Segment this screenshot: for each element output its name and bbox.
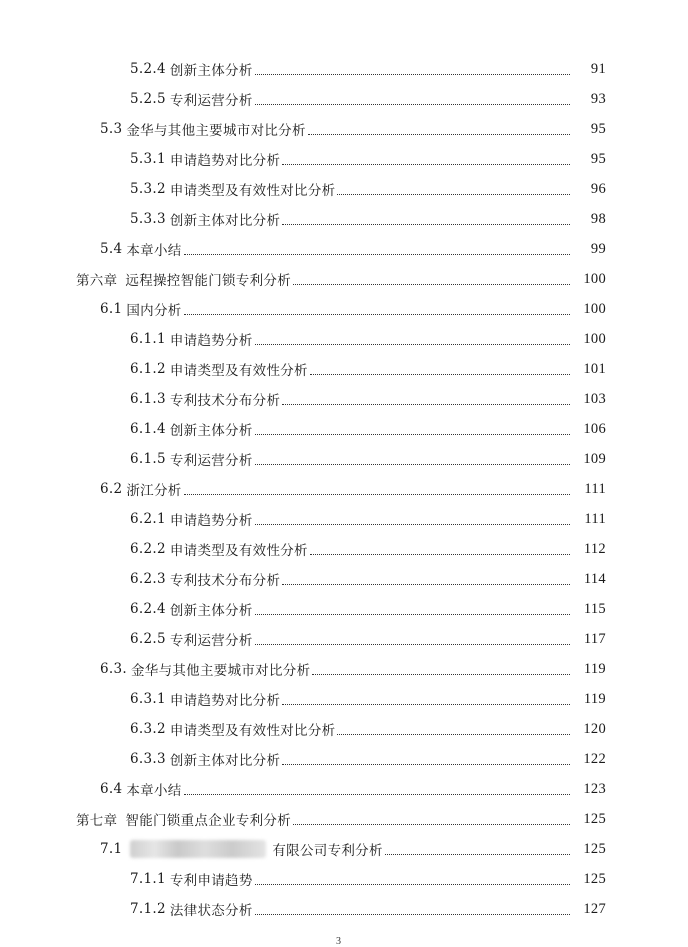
toc-entry-text: 申请趋势对比分析 <box>169 693 281 709</box>
toc-entry-text: 专利运营分析 <box>169 93 253 109</box>
toc-entry-title <box>130 749 280 769</box>
dot-leader <box>255 73 570 75</box>
toc-entry-title <box>130 449 253 469</box>
toc-entry-title <box>130 149 280 169</box>
toc-entry-number: 5.3.1 <box>130 151 166 167</box>
toc-page-number: 114 <box>583 570 606 587</box>
toc-section-entry[interactable] <box>0 294 688 324</box>
toc-chapter-entry[interactable] <box>0 804 688 834</box>
dot-leader <box>255 433 570 435</box>
toc-entry-number: 6.3.3 <box>130 751 166 767</box>
toc-subsection-entry[interactable] <box>0 204 688 234</box>
toc-entry-text: 本章小结 <box>126 243 182 259</box>
dot-leader <box>184 253 570 255</box>
toc-entry-title <box>100 479 182 499</box>
toc-page-number: 100 <box>583 300 606 317</box>
toc-entry-title <box>130 719 335 739</box>
toc-entry-number: 5.2.4 <box>130 61 166 77</box>
toc-subsection-entry[interactable] <box>0 714 688 744</box>
dot-leader <box>293 283 570 285</box>
toc-page-number: 98 <box>590 210 606 227</box>
toc-entry-title <box>130 689 280 709</box>
page-number: 3 <box>336 936 341 947</box>
toc-entry-title <box>100 239 182 259</box>
dot-leader <box>385 853 570 855</box>
toc-page-number: 99 <box>590 240 606 257</box>
toc-entry-number: 6.1.3 <box>130 391 166 407</box>
toc-subsection-entry[interactable] <box>0 354 688 384</box>
toc-page-number: 100 <box>583 330 606 347</box>
toc-subsection-entry[interactable] <box>0 324 688 354</box>
toc-entry-text: 创新主体对比分析 <box>169 753 281 769</box>
toc-section-entry[interactable] <box>0 474 688 504</box>
dot-leader <box>255 613 570 615</box>
toc-entry-number: 6.2.1 <box>130 511 166 527</box>
toc-entry-text: 创新主体分析 <box>169 63 253 79</box>
toc-entry-title <box>130 569 280 589</box>
toc-subsection-entry[interactable] <box>0 864 688 894</box>
toc-entry-number: 6.4 <box>100 781 123 797</box>
toc-entry-text: 国内分析 <box>126 303 182 319</box>
toc-entry-number: 5.3 <box>100 121 123 137</box>
toc-entry-number: 6.3.2 <box>130 721 166 737</box>
toc-page-number: 119 <box>583 660 606 677</box>
toc-entry-number: 6.1.4 <box>130 421 166 437</box>
toc-entry-title <box>130 869 253 889</box>
toc-page-number: 111 <box>584 480 606 497</box>
toc-page-number: 119 <box>583 690 606 707</box>
toc-entry-text: 金华与其他主要城市对比分析 <box>130 663 311 679</box>
dot-leader <box>337 733 570 735</box>
toc-entry-number: 6.1.5 <box>130 451 166 467</box>
toc-subsection-entry[interactable] <box>0 504 688 534</box>
toc-subsection-entry[interactable] <box>0 624 688 654</box>
toc-subsection-entry[interactable] <box>0 744 688 774</box>
toc-entry-number: 第六章 <box>76 273 118 289</box>
toc-entry-text: 浙江分析 <box>126 483 182 499</box>
toc-page-number: 106 <box>583 420 606 437</box>
toc-entry-number: 6.2.3 <box>130 571 166 587</box>
toc-entry-text: 专利运营分析 <box>169 633 253 649</box>
toc-page-number: 96 <box>590 180 606 197</box>
toc-entry-title <box>130 359 308 379</box>
toc-subsection-entry[interactable] <box>0 84 688 114</box>
toc-entry-title <box>130 599 253 619</box>
dot-leader <box>310 553 570 555</box>
dot-leader <box>282 763 570 765</box>
toc-entry-number: 6.2.2 <box>130 541 166 557</box>
toc-entry-title <box>130 629 253 649</box>
dot-leader <box>255 883 570 885</box>
toc-entry-title <box>76 809 291 829</box>
toc-page-number: 127 <box>583 900 606 917</box>
toc-page-number: 95 <box>590 150 606 167</box>
toc-page-number: 117 <box>583 630 606 647</box>
dot-leader <box>337 193 570 195</box>
toc-page-number: 112 <box>583 540 606 557</box>
dot-leader <box>184 493 570 495</box>
toc-entry-title <box>100 779 182 799</box>
toc-section-entry[interactable] <box>0 774 688 804</box>
toc-subsection-entry[interactable] <box>0 684 688 714</box>
toc-entry-title <box>130 89 253 109</box>
toc-entry-text: 法律状态分析 <box>169 903 253 919</box>
toc-page-number: 125 <box>583 870 606 887</box>
dot-leader <box>282 403 570 405</box>
toc-entry-number: 6.1 <box>100 301 123 317</box>
toc-entry-text: 申请类型及有效性分析 <box>169 363 308 379</box>
table-of-contents <box>0 54 688 924</box>
dot-leader <box>255 643 570 645</box>
toc-section-entry[interactable] <box>0 834 688 864</box>
dot-leader <box>255 523 570 525</box>
toc-entry-number: 7.1.2 <box>130 901 166 917</box>
toc-entry-title <box>100 659 310 679</box>
toc-entry-number: 第七章 <box>76 813 118 829</box>
toc-entry-number: 5.4 <box>100 241 123 257</box>
dot-leader <box>310 373 570 375</box>
toc-page-number: 111 <box>584 510 606 527</box>
toc-entry-number: 6.3.1 <box>130 691 166 707</box>
dot-leader <box>293 823 570 825</box>
dot-leader <box>308 133 570 135</box>
toc-page-number: 93 <box>590 90 606 107</box>
toc-page-number: 123 <box>583 780 606 797</box>
toc-entry-number: 7.1.1 <box>130 871 166 887</box>
toc-entry-text: 专利申请趋势 <box>169 873 253 889</box>
toc-page-number: 125 <box>583 810 606 827</box>
toc-page-number: 115 <box>583 600 606 617</box>
toc-entry-text: 专利运营分析 <box>169 453 253 469</box>
toc-entry-title <box>100 299 182 319</box>
toc-entry-text: 创新主体分析 <box>169 603 253 619</box>
dot-leader <box>282 163 570 165</box>
dot-leader <box>255 343 570 345</box>
dot-leader <box>282 583 570 585</box>
toc-subsection-entry[interactable] <box>0 144 688 174</box>
toc-page-number: 91 <box>590 60 606 77</box>
toc-entry-title <box>130 59 253 79</box>
toc-section-entry[interactable] <box>0 234 688 264</box>
dot-leader <box>282 223 570 225</box>
toc-page-number: 101 <box>583 360 606 377</box>
dot-leader <box>184 313 570 315</box>
toc-page-number: 109 <box>583 450 606 467</box>
toc-entry-text: 申请趋势分析 <box>169 513 253 529</box>
dot-leader <box>312 673 570 675</box>
toc-subsection-entry[interactable] <box>0 174 688 204</box>
toc-entry-number: 6.2 <box>100 481 123 497</box>
toc-entry-number: 6.2.5 <box>130 631 166 647</box>
toc-entry-title <box>130 509 253 529</box>
toc-entry-text: 创新主体分析 <box>169 423 253 439</box>
toc-entry-text: 金华与其他主要城市对比分析 <box>126 123 306 139</box>
dot-leader <box>255 463 570 465</box>
toc-entry-text: 本章小结 <box>126 783 182 799</box>
toc-entry-number: 5.3.3 <box>130 211 166 227</box>
toc-subsection-entry[interactable] <box>0 894 688 924</box>
toc-entry-title <box>130 179 335 199</box>
dot-leader <box>255 913 570 915</box>
toc-entry-title <box>130 329 253 349</box>
toc-entry-text: 申请类型及有效性对比分析 <box>169 723 336 739</box>
toc-subsection-entry[interactable] <box>0 54 688 84</box>
toc-entry-title <box>130 389 280 409</box>
toc-entry-number: 5.3.2 <box>130 181 166 197</box>
toc-page-number: 122 <box>583 750 606 767</box>
toc-entry-title <box>100 119 306 139</box>
toc-entry-text: 申请类型及有效性分析 <box>169 543 308 559</box>
toc-entry-title <box>76 269 291 289</box>
toc-entry-number: 6.1.2 <box>130 361 166 377</box>
toc-entry-title <box>130 539 308 559</box>
dot-leader <box>255 103 570 105</box>
toc-entry-text: 申请趋势分析 <box>169 333 253 349</box>
toc-entry-text: 创新主体对比分析 <box>169 213 281 229</box>
toc-entry-text: 专利技术分布分析 <box>169 573 281 589</box>
toc-subsection-entry[interactable] <box>0 384 688 414</box>
toc-entry-number: 6.2.4 <box>130 601 166 617</box>
toc-entry-title <box>130 899 253 919</box>
toc-subsection-entry[interactable] <box>0 414 688 444</box>
toc-entry-title <box>130 419 253 439</box>
toc-entry-text: 有限公司专利分析 <box>272 843 383 859</box>
toc-entry-number: 6.1.1 <box>130 331 166 347</box>
toc-entry-number: 7.1 <box>100 841 123 857</box>
toc-entry-text: 专利技术分布分析 <box>169 393 281 409</box>
toc-subsection-entry[interactable] <box>0 444 688 474</box>
toc-entry-text: 智能门锁重点企业专利分析 <box>125 813 292 829</box>
toc-entry-text: 申请趋势对比分析 <box>169 153 281 169</box>
toc-chapter-entry[interactable] <box>0 264 688 294</box>
toc-page-number: 100 <box>583 270 606 287</box>
toc-entry-text: 申请类型及有效性对比分析 <box>169 183 336 199</box>
toc-subsection-entry[interactable] <box>0 534 688 564</box>
toc-entry-number: 6.3. <box>100 661 127 677</box>
toc-entry-title <box>130 209 280 229</box>
toc-section-entry[interactable] <box>0 654 688 684</box>
toc-page-number: 103 <box>583 390 606 407</box>
toc-subsection-entry[interactable] <box>0 564 688 594</box>
toc-section-entry[interactable] <box>0 114 688 144</box>
toc-entry-number: 5.2.5 <box>130 91 166 107</box>
toc-page-number: 125 <box>583 840 606 857</box>
dot-leader <box>282 703 570 705</box>
toc-entry-title <box>100 839 383 859</box>
toc-subsection-entry[interactable] <box>0 594 688 624</box>
toc-entry-text: 远程操控智能门锁专利分析 <box>125 273 292 289</box>
toc-page-number: 120 <box>583 720 606 737</box>
toc-page-number: 95 <box>590 120 606 137</box>
redacted-company-name <box>130 840 266 858</box>
dot-leader <box>184 793 570 795</box>
